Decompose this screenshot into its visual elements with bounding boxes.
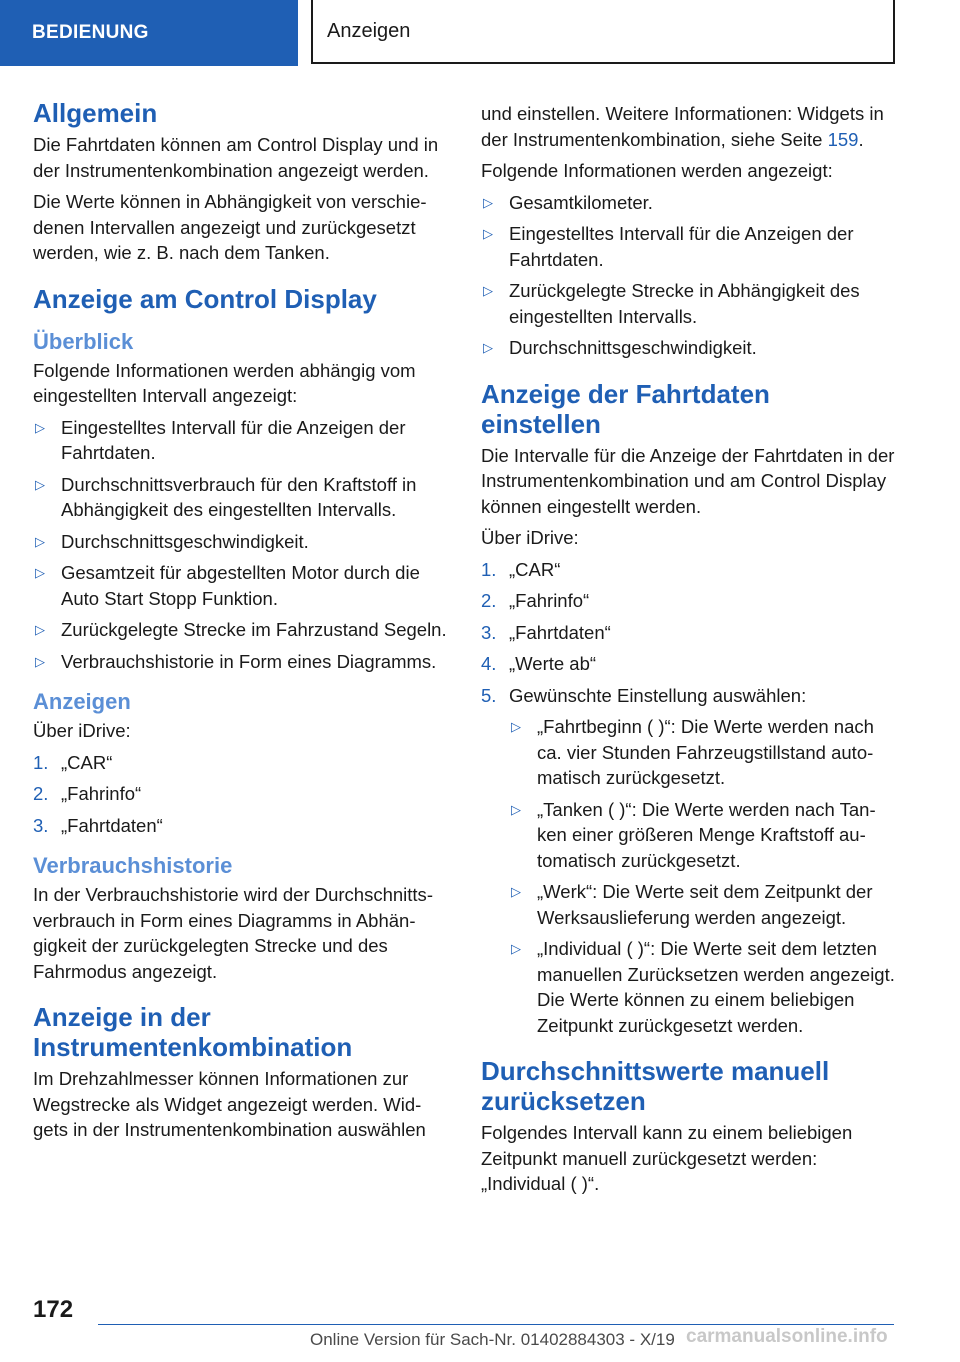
heading-anzeigen: Anzeigen bbox=[33, 689, 131, 714]
paragraph: Über iDrive: bbox=[481, 527, 579, 548]
list-item: ▷ Durchschnittsverbrauch für den Kraftstoff in Abhängigkeit des eingestellten Intervalls. bbox=[35, 473, 417, 520]
paragraph: Folgende Informationen werden abhängig vom eingestellten Intervall angezeigt: bbox=[33, 359, 416, 406]
paragraph: Die Intervalle für die Anzeige der Fahrtdaten in der Instrumentenkombination und am Control Display können eingestellt werden. bbox=[481, 444, 895, 517]
triangle-bullet-icon: ▷ bbox=[483, 283, 493, 298]
list-item: ▷ Verbrauchshistorie in Form eines Diagramms. bbox=[33, 649, 449, 675]
list-item: 4. „Werte ab“ bbox=[481, 651, 897, 677]
heading-fahrtdaten-einstellen: Anzeige der Fahrtdaten einstellen bbox=[481, 378, 770, 439]
heading-allgemein: Allgemein bbox=[33, 98, 158, 128]
list-item: 5. Gewünschte Einstellung auswählen: ▷ „Fahrtbeginn ( )“: Die Werte werden nach ca. vier Stunden Fahrzeugstillstand automatisch zurückgesetzt. ▷ „Tanken ( )“: Die Werte werden nach Tanken einer größeren Menge Kraftstoff automatisch zurückgesetzt. ▷ „Werk“: Die Werte seit dem Zeitpunkt der Werksauslieferung werden angezeigt. ▷ „Individual ( )“: Die Werte seit dem letzten manuellen Zurücksetzen werden angezeigt. Die Werte können zu einem beliebigen Zeitpunkt zurückgesetzt werden. bbox=[481, 683, 897, 1039]
list-item: 1. „CAR“ bbox=[481, 557, 897, 583]
list-item: ▷ „Werk“: Die Werte seit dem Zeitpunkt der Werksauslieferung werden angezeigt. bbox=[511, 881, 873, 928]
paragraph: In der Verbrauchshistorie wird der Durchschnittsverbrauch in Form eines Diagramms in Abhängigkeit der zurückgelegten Strecke und des Fahrmodus angezeigt. bbox=[33, 884, 433, 982]
list-item: 2. „Fahrinfo“ bbox=[481, 588, 897, 614]
paragraph: Die Fahrtdaten können am Control Display und in der Instrumentenkombination angezeigt werden. bbox=[33, 134, 439, 181]
triangle-bullet-icon: ▷ bbox=[511, 801, 521, 817]
left-column bbox=[33, 98, 449, 1149]
bullet-list bbox=[33, 415, 449, 675]
footer-divider bbox=[98, 1324, 894, 1325]
step-number: 3. bbox=[481, 621, 497, 643]
heading-verbrauchshistorie: Verbrauchshistorie bbox=[33, 853, 233, 878]
watermark: carmanualsonline.info bbox=[686, 1326, 888, 1347]
list-item: ▷ Durchschnittsgeschwindigkeit. bbox=[481, 335, 897, 361]
list-item: 3. „Fahrtdaten“ bbox=[481, 620, 897, 646]
list-item: ▷ „Fahrtbeginn ( )“: Die Werte werden nach ca. vier Stunden Fahrzeugstillstand automatisch zurückgesetzt. bbox=[511, 716, 874, 788]
paragraph: und einstellen. Weitere Informationen: Widgets in der Instrumentenkombination, siehe Seite 159. bbox=[481, 103, 884, 150]
paragraph: Folgendes Intervall kann zu einem beliebigen Zeitpunkt manuell zurückgesetzt werden: bbox=[481, 1122, 853, 1169]
step-number: 2. bbox=[481, 590, 497, 611]
list-item: ▷ Zurückgelegte Strecke im Fahrzustand Segeln. bbox=[33, 617, 449, 643]
list-item: ▷ Durchschnittsgeschwindigkeit. bbox=[33, 529, 449, 555]
triangle-bullet-icon: ▷ bbox=[483, 194, 493, 210]
paragraph: „Individual ( )“. bbox=[481, 1173, 600, 1194]
bullet-list bbox=[481, 190, 897, 361]
chapter-title: Anzeigen bbox=[311, 0, 895, 64]
step-number: 1. bbox=[33, 751, 49, 773]
triangle-bullet-icon: ▷ bbox=[35, 622, 45, 637]
page-footer bbox=[0, 1296, 960, 1362]
page-link[interactable]: 159 bbox=[827, 128, 859, 150]
page-number: 172 bbox=[33, 1296, 74, 1323]
numbered-list bbox=[33, 750, 449, 839]
list-item: 3. „Fahrtdaten“ bbox=[33, 813, 449, 839]
triangle-bullet-icon: ▷ bbox=[35, 533, 45, 549]
step-number: 5. bbox=[481, 684, 497, 706]
triangle-bullet-icon: ▷ bbox=[35, 419, 45, 435]
paragraph: Folgende Informationen werden angezeigt: bbox=[481, 160, 833, 181]
step-number: 4. bbox=[481, 653, 497, 674]
sub-bullet-list bbox=[509, 714, 897, 1038]
list-item: ▷ Eingestelltes Intervall für die Anzeigen der Fahrtdaten. bbox=[483, 223, 854, 270]
heading-manuell-zuruecksetzen: Durchschnittswerte manuell zurücksetzen bbox=[481, 1056, 830, 1116]
list-item: ▷ Gesamtkilometer. bbox=[481, 190, 897, 216]
triangle-bullet-icon: ▷ bbox=[511, 884, 521, 899]
triangle-bullet-icon: ▷ bbox=[511, 719, 521, 734]
triangle-bullet-icon: ▷ bbox=[511, 941, 521, 956]
list-item: 2. „Fahrinfo“ bbox=[33, 781, 449, 807]
numbered-list bbox=[481, 557, 897, 1039]
heading-instrumentenkombination: Anzeige in der Instrumentenkombination bbox=[33, 1002, 353, 1062]
paragraph: Über iDrive: bbox=[33, 720, 131, 741]
section-label: BEDIENUNG bbox=[0, 0, 298, 66]
heading-control-display: Anzeige am Control Display bbox=[33, 283, 377, 314]
step-number: 1. bbox=[481, 558, 497, 580]
triangle-bullet-icon: ▷ bbox=[483, 340, 493, 355]
paragraph: Im Drehzahlmesser können Informationen zur Wegstrecke als Widget angezeigt werden. Widgets in der Instrumentenkombination auswählen bbox=[33, 1068, 426, 1140]
heading-ueberblick: Überblick bbox=[33, 328, 134, 354]
step-number: 3. bbox=[33, 814, 49, 836]
list-item: 1. „CAR“ bbox=[33, 750, 449, 776]
right-column bbox=[481, 101, 897, 1203]
triangle-bullet-icon: ▷ bbox=[35, 476, 45, 492]
list-item: ▷ „Tanken ( )“: Die Werte werden nach Tanken einer größeren Menge Kraftstoff automatisch zurückgesetzt. bbox=[511, 798, 876, 871]
list-item: ▷ Gesamtzeit für abgestellten Motor durch die Auto Start Stopp Funktion. bbox=[35, 562, 420, 609]
step-number: 2. bbox=[33, 783, 49, 804]
list-item: ▷ Zurückgelegte Strecke in Abhängigkeit des eingestellten Intervalls. bbox=[483, 280, 860, 327]
triangle-bullet-icon: ▷ bbox=[35, 565, 45, 580]
page-header bbox=[0, 0, 960, 66]
list-item: ▷ „Individual ( )“: Die Werte seit dem letzten manuellen Zurücksetzen werden angezeigt. Die Werte können zu einem beliebigen Zeitpunkt zurückgesetzt werden. bbox=[511, 938, 895, 1036]
footer-version-text: Online Version für Sach-Nr. 01402884303 - X/19 bbox=[310, 1330, 675, 1349]
list-item: ▷ Eingestelltes Intervall für die Anzeigen der Fahrtdaten. bbox=[35, 416, 406, 463]
triangle-bullet-icon: ▷ bbox=[35, 653, 45, 669]
triangle-bullet-icon: ▷ bbox=[483, 226, 493, 241]
paragraph: Die Werte können in Abhängigkeit von verschiedenen Intervallen angezeigt und zurückgesetzt werden, wie z. B. nach dem Tanken. bbox=[33, 191, 427, 263]
